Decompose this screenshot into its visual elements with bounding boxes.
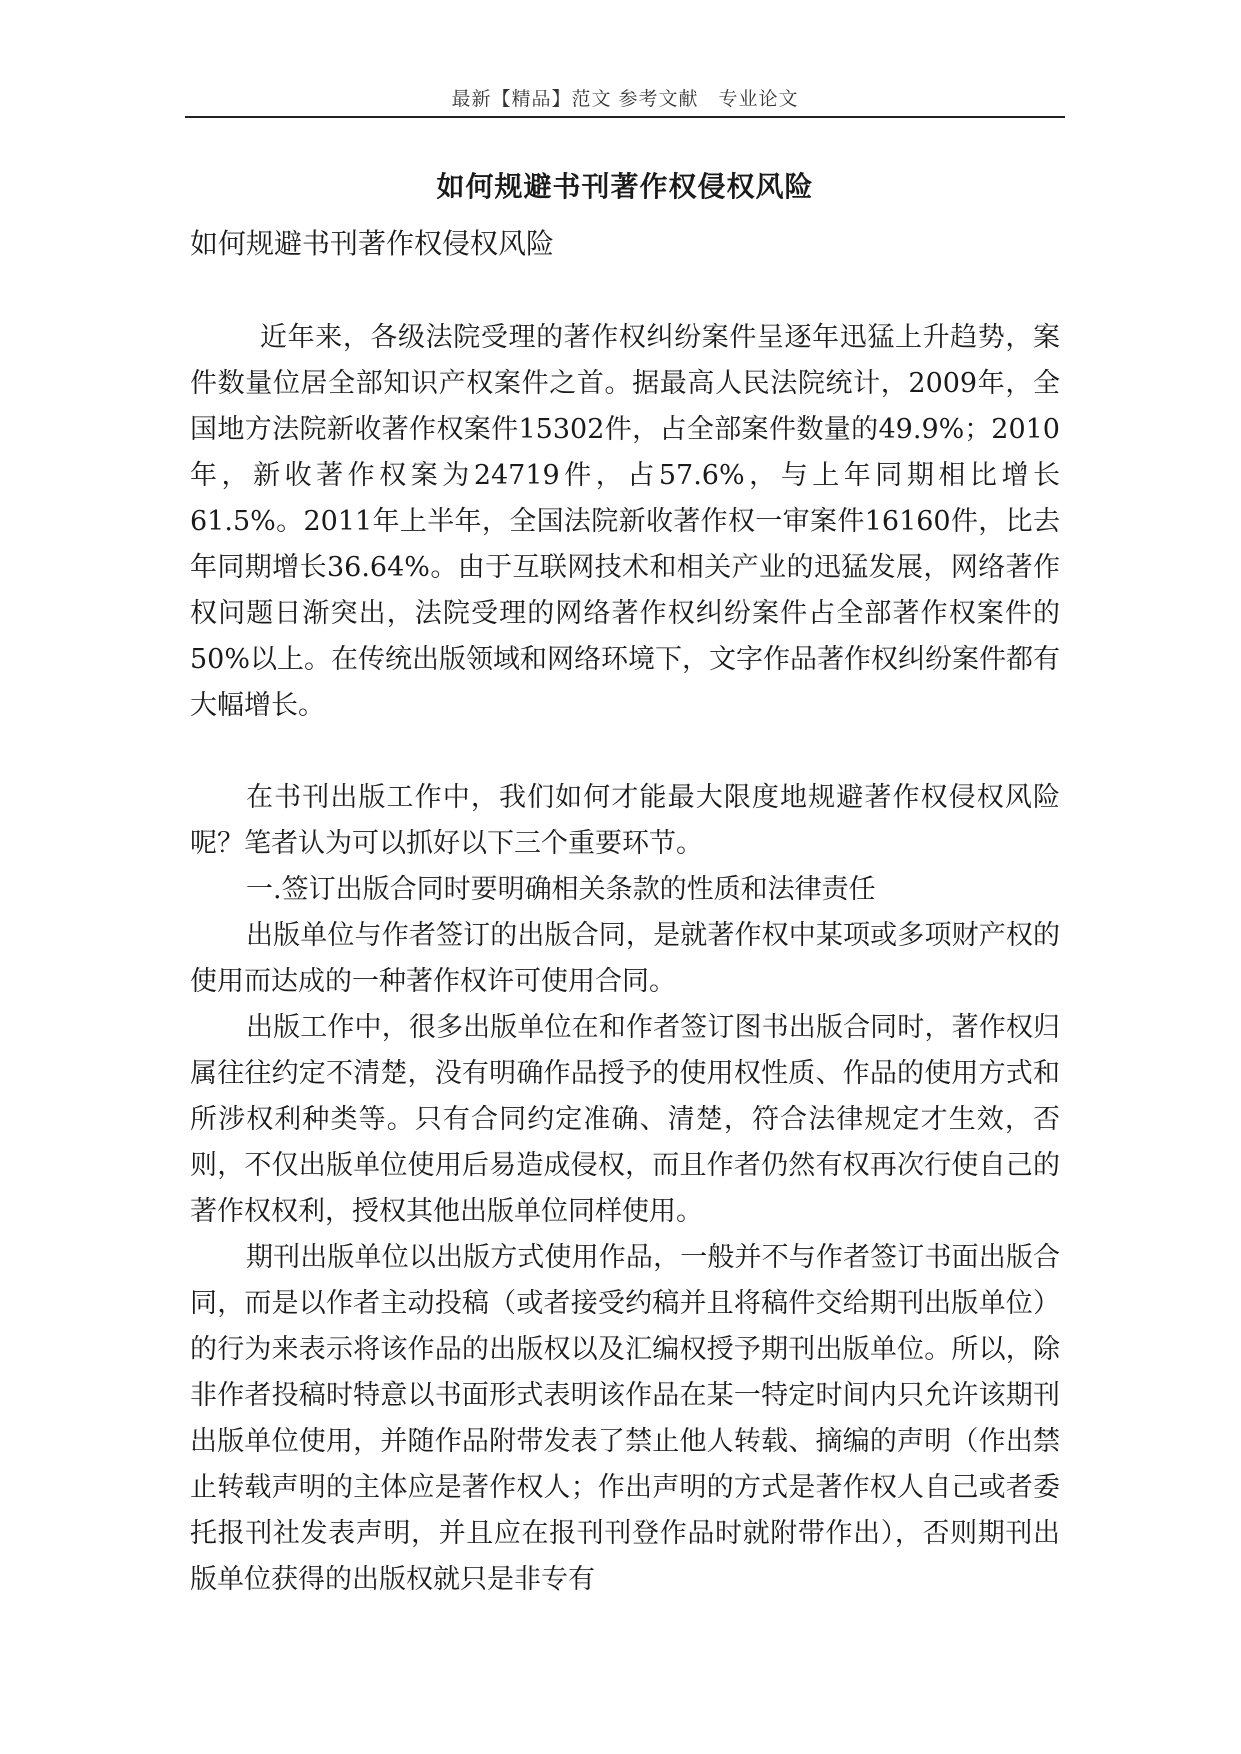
document-title: 如何规避书刊著作权侵权风险 xyxy=(436,170,814,203)
paragraph-spacer xyxy=(190,729,1060,775)
page-header: 最新【精品】范文 参考文献 专业论文 xyxy=(451,88,799,110)
section-heading: 一.签订出版合同时要明确相关条款的性质和法律责任 xyxy=(246,874,876,905)
document-subtitle: 如何规避书刊著作权侵权风险 xyxy=(190,227,555,260)
header-divider xyxy=(185,116,1065,118)
paragraph: 出版单位与作者签订的出版合同，是就著作权中某项或多项财产权的使用而达成的一种著作权许可使用合同。 xyxy=(190,920,1060,997)
paragraph: 期刊出版单位以出版方式使用作品，一般并不与作者签订书面出版合同，而是以作者主动投稿（或者接受约稿并且将稿件交给期刊出版单位）的行为来表示将该作品的出版权以及汇编权授予期刊出版单位。所以，除非作者投稿时特意以书面形式表明该作品在某一特定时间内只允许该期刊出版单位使用，并随作品附带发表了禁止他人转载、摘编的声明（作出禁止转载声明的主体应是著作权人；作出声明的方式是著作权人自己或者委托报刊社发表声明，并且应在报刊刊登作品时就附带作出），否则期刊出版单位获得的出版权就只是非专有 xyxy=(190,1242,1060,1595)
paragraph: 在书刊出版工作中，我们如何才能最大限度地规避著作权侵权风险呢？笔者认为可以抓好以下三个重要环节。 xyxy=(190,782,1060,859)
paragraph: 近年来，各级法院受理的著作权纠纷案件呈逐年迅猛上升趋势，案件数量位居全部知识产权案件之首。据最高人民法院统计，2009年，全国地方法院新收著作权案件15302件，占全部案件数量的49.9%；2010年，新收著作权案为24719件，占57.6%，与上年同期相比增长61.5%。2011年上半年，全国法院新收著作权一审案件16160件，比去年同期增长36.64%。由于互联网技术和相关产业的迅猛发展，网络著作权问题日渐突出，法院受理的网络著作权纠纷案件占全部著作权案件的50%以上。在传统出版领域和网络环境下，文字作品著作权纠纷案件都有大幅增长。 xyxy=(190,322,1061,721)
document-body xyxy=(190,315,1060,1603)
paragraph: 出版工作中，很多出版单位在和作者签订图书出版合同时，著作权归属往往约定不清楚，没有明确作品授予的使用权性质、作品的使用方式和所涉权利种类等。只有合同约定准确、清楚，符合法律规定才生效，否则，不仅出版单位使用后易造成侵权，而且作者仍然有权再次行使自己的著作权权利，授权其他出版单位同样使用。 xyxy=(190,1012,1060,1227)
